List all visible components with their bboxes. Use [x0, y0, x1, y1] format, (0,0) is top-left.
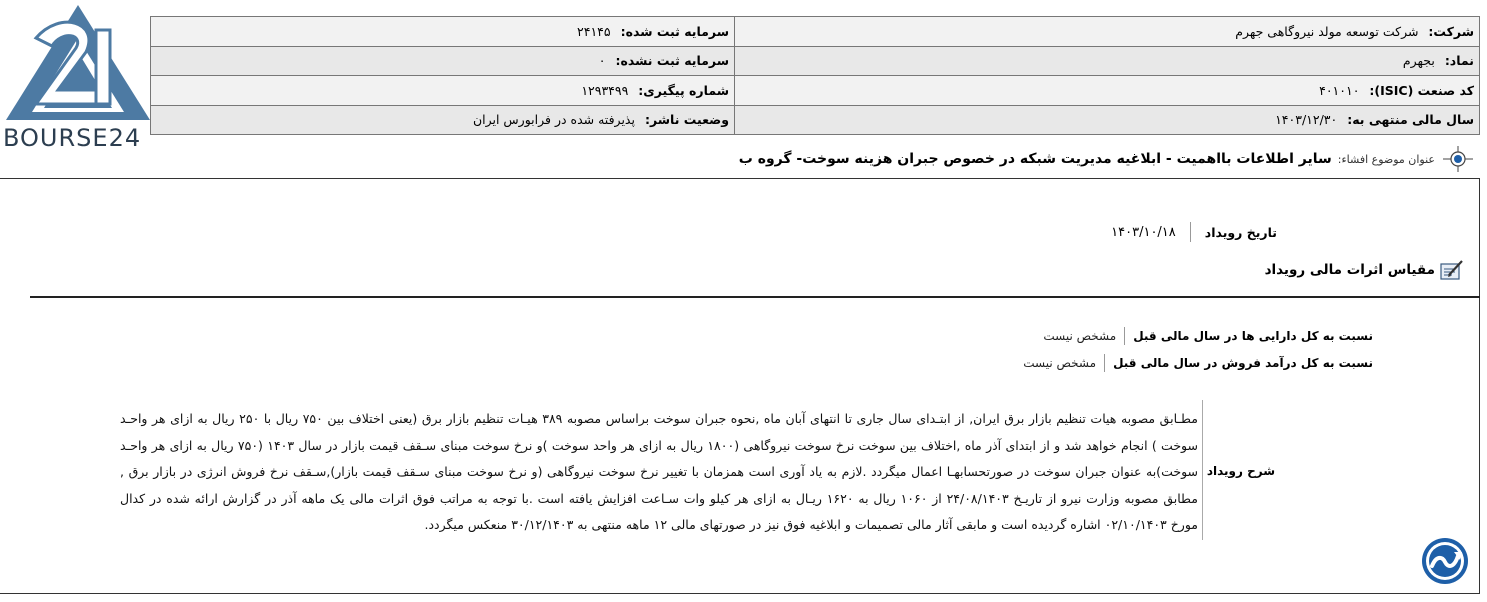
subject-line — [739, 146, 1473, 172]
isic-cell — [735, 76, 1480, 106]
edit-note-icon — [1439, 259, 1465, 281]
event-description-text: مطـابق مصوبه هیات تنظیم بازار برق ایران, از ابتـدای سال جاری تا انتهای آبان ماه ,نحوه جبران سوخت براساس مصوبه ۳۸۹ هیـات تنظیم بازار برق (یعنی اختلاف بین ۷۵۰ ریال با ۲۵۰ ریال به ازای هر واحـد سوخت ) انجام خواهد شد و از ابتدای آذر ماه ,اختلاف بین سوخت نرخ سوخت نیروگاهی (۱۸۰۰ ریال به ازای هر واحد سوخت )و نرخ سوخت مبنای سـقف قیمت بازار در سال ۱۴۰۳ (۷۵۰ ریال به ازای هر واحـد سوخت)به عنوان جبران سوخت در صورتحسابهـا اعمال میگردد .لازم به یاد آوری است همزمان با تغییر نرخ سوخت نیروگاهی (و نرخ سوخت مبنای سـقف قیمت بازار),سـقف نرخ فروش انرژی در بازار برق , مطابق مصوبه وزارت نیرو از تاریـخ ۲۴/۰۸/۱۴۰۳ از ۱۰۶۰ ریال به ۱۶۲۰ ریـال به ازای هر کیلو وات سـاعت افزایش یافته است .با توجه به مراتب فوق اثرات مالی یک ماهه آذر در گزارش ارائه شده در کدال مورخ ۰۲/۱۰/۱۴۰۳ اشاره گردیده است و مابقی آثار مالی تصمیمات و ابلاغیه فوق نیز در صورتهای مالی ۱۲ ماهه منتهی به ۳۰/۱۲/۱۴۰۳ منعکس میگردد. — [120, 411, 1199, 532]
ratio-revenue-value: مشخص نیست — [1023, 356, 1097, 370]
registered-capital-value: ۲۴۱۴۵ — [577, 23, 611, 39]
ratio-assets-value: مشخص نیست — [1043, 329, 1117, 343]
divider — [1202, 400, 1203, 540]
target-icon — [1443, 146, 1473, 172]
event-description-label: شرح رویداد — [1206, 464, 1275, 478]
publisher-status-label: وضعیت ناشر: — [644, 112, 729, 128]
isic-value: ۴۰۱۰۱۰ — [1319, 82, 1360, 98]
info-row — [151, 105, 1480, 135]
info-row — [151, 76, 1480, 106]
unregistered-capital-cell — [151, 46, 735, 76]
section-divider — [30, 296, 1480, 298]
registered-capital-label: سرمایه ثبت شده: — [620, 23, 729, 39]
subject-title: سایر اطلاعات بااهمیت - ابلاغیه مدیریت شبکه در خصوص جبران هزینه سوخت- گروه ب — [738, 151, 1332, 167]
event-date-row — [1111, 222, 1277, 242]
company-info-table — [150, 16, 1480, 135]
company-cell — [735, 17, 1480, 47]
tracking-cell — [151, 76, 735, 106]
bourse24-logo[interactable] — [0, 0, 152, 150]
ratio-assets-row — [1043, 327, 1373, 345]
symbol-label: نماد: — [1444, 53, 1474, 69]
logo-mark-icon — [0, 0, 152, 125]
publisher-status-value: پذیرفته شده در فرابورس ایران — [472, 112, 635, 128]
divider — [1190, 222, 1191, 242]
info-row — [151, 46, 1480, 76]
isic-label: کد صنعت (ISIC): — [1369, 82, 1474, 98]
tracking-label: شماره پیگیری: — [638, 82, 729, 98]
ratio-revenue-row — [1023, 354, 1373, 372]
codal-brand-icon[interactable] — [1420, 536, 1470, 586]
logo-text: BOURSE24 — [3, 124, 142, 152]
company-label: شرکت: — [1428, 23, 1474, 39]
symbol-cell — [735, 46, 1480, 76]
subject-label: عنوان موضوع افشاء: — [1337, 152, 1435, 166]
event-date-value: ۱۴۰۳/۱۰/۱۸ — [1111, 224, 1176, 240]
divider — [1124, 327, 1125, 345]
symbol-value: بجهرم — [1402, 53, 1435, 69]
event-date-label: تاریخ رویداد — [1204, 224, 1277, 240]
unregistered-capital-label: سرمایه ثبت نشده: — [615, 53, 729, 69]
financial-impact-heading — [1265, 259, 1465, 281]
company-value: شرکت توسعه مولد نیروگاهی جهرم — [1235, 23, 1419, 39]
ratio-assets-label: نسبت به کل دارایی ها در سال مالی قبل — [1133, 329, 1373, 343]
fiscal-cell — [735, 105, 1480, 135]
info-row — [151, 17, 1480, 47]
tracking-value: ۱۲۹۳۴۹۹ — [581, 82, 629, 98]
unregistered-capital-value: ۰ — [598, 53, 606, 69]
registered-capital-cell — [151, 17, 735, 47]
fiscal-value: ۱۴۰۳/۱۲/۳۰ — [1275, 112, 1338, 128]
fiscal-label: سال مالی منتهی به: — [1347, 112, 1474, 128]
publisher-status-cell — [151, 105, 735, 135]
financial-impact-title: مقیاس اثرات مالی رویداد — [1264, 262, 1435, 278]
ratio-revenue-label: نسبت به کل درآمد فروش در سال مالی قبل — [1113, 356, 1373, 370]
divider — [1104, 354, 1105, 372]
